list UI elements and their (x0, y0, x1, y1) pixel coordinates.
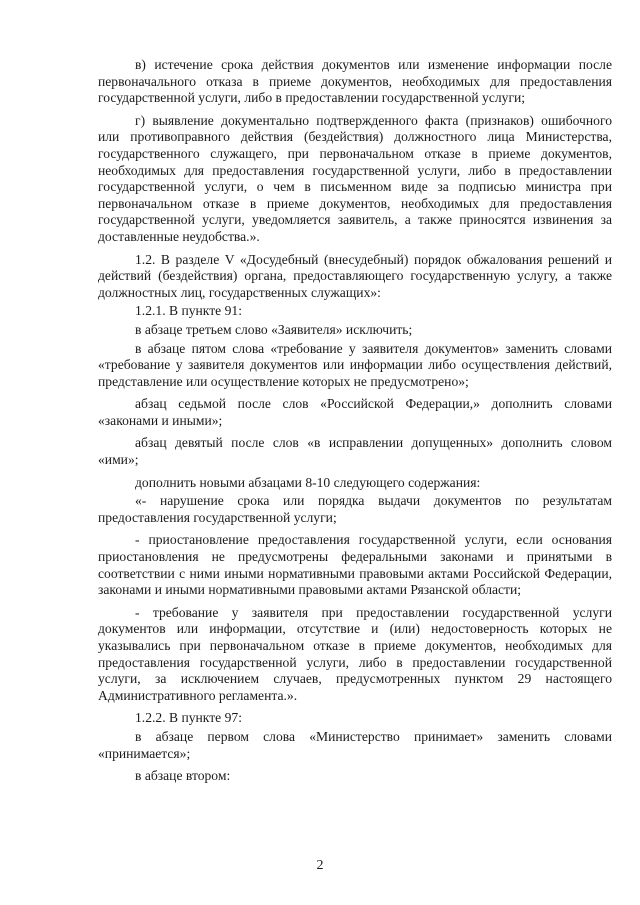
paragraph-amend-abzac-5: в абзаце пятом слова «требование у заявителя документов» заменить словами «требование у заявителя документов или информации либо осуществления действий, представление или осуществление которых не предусмотрено»; (98, 340, 612, 389)
paragraph-item-g: г) выявление документально подтвержденного факта (признаков) ошибочного или противоправного действия (бездействия) должностного лица Министерства, государственного служащего, при первоначальном отказе в приеме документов, необходимых для предоставления государственной услуги, либо в предоставлении государственной услуги, о чем в письменном виде за подписью министра при первоначальном отказе в приеме документов, необходимых для предоставления государственной услуги, уведомляется заявитель, а также приносятся извинения за доставленные неудобства.». (98, 112, 612, 244)
paragraph-section-1-2-2: 1.2.2. В пункте 97: (135, 710, 242, 726)
paragraph-add-new: дополнить новыми абзацами 8-10 следующего содержания: (135, 474, 481, 490)
paragraph-amend-abzac-7: абзац седьмой после слов «Российской Федерации,» дополнить словами «законами и иными»; (98, 396, 612, 428)
document-body (98, 57, 612, 785)
paragraph-new-item-1: «- нарушение срока или порядка выдачи документов по результатам предоставления государственной услуги; (98, 493, 612, 525)
paragraph-new-item-3: - требование у заявителя при предоставлении государственной услуги документов или информации, отсутствие и (или) недостоверность которых не указывались при первоначальном отказе в приеме документов, необходимых для предоставления государственной услуги, либо в предоставлении государственной услуги, за исключением случаев, предусмотренных пунктом 29 настоящего Административного регламента.». (98, 604, 612, 703)
paragraph-new-item-2: - приостановление предоставления государственной услуги, если основания приостановления не предусмотрены федеральными законами и принятыми в соответствии с ними иными нормативными правовыми актами Российской Федерации, законами и иными нормативными правовыми актами Рязанской области; (98, 532, 612, 598)
page-number: 2 (316, 858, 324, 873)
paragraph-amend-abzac-9: абзац девятый после слов «в исправлении допущенных» дополнить словом «ими»; (98, 435, 612, 468)
paragraph-amend-second: в абзаце втором: (135, 768, 231, 784)
paragraph-amend-first: в абзаце первом слова «Министерство принимает» заменить словами «принимается»; (98, 728, 612, 761)
paragraph-amend-abzac-3: в абзаце третьем слово «Заявителя» исключить; (135, 321, 413, 337)
paragraph-item-v: в) истечение срока действия документов или изменение информации после первоначального отказа в приеме документов, необходимых для предоставления государственной услуги, либо в предоставлении государственной услуги; (98, 57, 612, 106)
paragraph-section-1-2: 1.2. В разделе V «Досудебный (внесудебный) порядок обжалования решений и действий (бездействия) органа, предоставляющего государственную услугу, а также должностных лиц, государственных служащих»: (98, 251, 612, 300)
paragraph-section-1-2-1: 1.2.1. В пункте 91: (135, 303, 242, 319)
